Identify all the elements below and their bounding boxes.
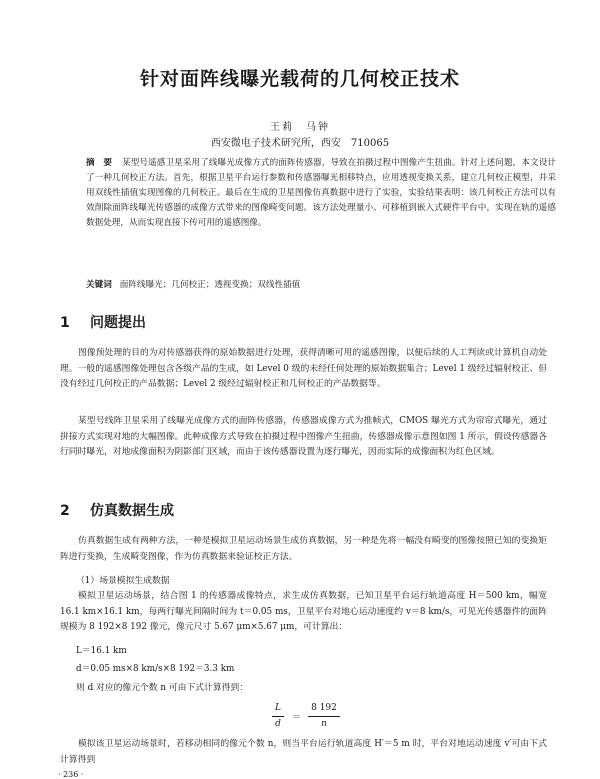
author-list: 王莉 马钟: [270, 122, 330, 133]
fraction-bar: [272, 716, 284, 717]
page-number: · 236 ·: [58, 770, 84, 779]
fraction-bar: [308, 716, 340, 717]
paper-title: 针对面阵线曝光载荷的几何校正技术: [139, 68, 460, 90]
fraction-equation: [270, 703, 350, 733]
section-title: 问题提出: [90, 315, 146, 331]
equation-2: d＝0.05 ms×8 km/s×8 192＝3.3 km: [76, 664, 235, 674]
keywords: [86, 278, 556, 290]
section-2-paragraph-1: 仿真数据生成有两种方法，一种是模拟卫星运动场景生成仿真数据，另一种是先将一幅没有畸变的图像按照已知的变换矩阵进行变换，生成畸变图像，作为仿真数据来验证校正方法。: [60, 536, 547, 562]
abstract-text: 某型号遥感卫星采用了线曝光成像方式的面阵传感器，导致在拍摄过程中图像产生扭曲。针对上述问题，本文设计了一种几何校正方法。首先，根据卫星平台运行参数和传感器曝光相移特点，应用透视变换关系，建立几何校正模型，并采用双线性插值实现图像的几何校正。最后在生成的卫星图像仿真数据中进行了实验，实验结果表明：该几何校正方法可以有效削除面阵线曝光传感器的成像方式带来的图像畸变问题。该方法处理量小、可移植到嵌入式硬件平台中，实现在轨的遥感数据处理，从而实现直接下传可用的遥感图像。: [86, 158, 556, 228]
section-2-paragraph-2: 模拟卫星运动场景，结合图 1 的传感器成像特点，求生成仿真数据，已知卫星平台运行轨道高度 H＝500 km，幅宽 16.1 km×16.1 km，每两行曝光间隔时间为 t＝0.05 ms，卫星平台对地心运动速度约 v＝8 km/s，可见光传感器件的面阵规模为 8 192×8 192 像元，像元尺寸 5.67 μm×5.67 μm，可计算出：: [60, 591, 547, 633]
section-2-paragraph-3: 模拟该卫星运动场景时，若移动相同的像元个数 n，则当平台运行轨道高度 H′＝5 m 时，平台对地运动速度 v′可由下式计算得到: [60, 739, 547, 765]
equation-3-text: 则 d 对应的像元个数 n 可由下式计算得到：: [76, 683, 249, 693]
section-heading-2: [60, 500, 174, 520]
section-title: 仿真数据生成: [90, 503, 174, 519]
fraction-d: d: [275, 719, 281, 729]
section-2-list-item: （1）场景模拟生成数据: [76, 576, 170, 586]
equals-sign: ＝: [292, 713, 302, 723]
keywords-label: 关键词: [86, 280, 112, 290]
fraction-l: L: [275, 703, 281, 713]
section-heading-1: [60, 312, 146, 332]
section-number: 2: [60, 503, 70, 519]
section-number: 1: [60, 315, 70, 331]
abstract-label: 摘 要: [86, 158, 113, 168]
fraction-denominator: n: [321, 719, 327, 729]
section-1-paragraph-1: 图像预处理的目的为对传感器获得的原始数据进行处理，获得清晰可用的遥感图像，以便后续的人工判读或计算机自动处理。一般的遥感图像处理包含各级产品的生成，如 Level 0 级的未经任何处理的原始数据集合；Level 1 级经过辐射校正、但没有经过几何校正的产品数据；Level 2 级经过辐射校正和几何校正的产品数据等。: [60, 348, 547, 390]
equation-1: L＝16.1 km: [76, 646, 127, 656]
fraction-numerator: 8 192: [311, 703, 337, 713]
keywords-text: 面阵线曝光；几何校正；透视变换；双线性插值: [119, 280, 301, 290]
affiliation: 西安微电子技术研究所，西安 710065: [210, 138, 390, 149]
section-1-paragraph-2: 某型号线阵卫星采用了线曝光成像方式的面阵传感器，传感器成像方式为推帧式，CMOS 曝光方式为帘帘式曝光，通过拼接方式实现对地的大幅图像。此种成像方式导致在拍摄过程中图像产生扭曲，传感器成像示意图如图 1 所示，假设传感器各行同时曝光，对地成像面积为阴影部门区域，而由于该传感器设置为逐行曝光，因而实际的成像面积为红色区域。: [60, 416, 547, 458]
abstract: [86, 156, 556, 231]
